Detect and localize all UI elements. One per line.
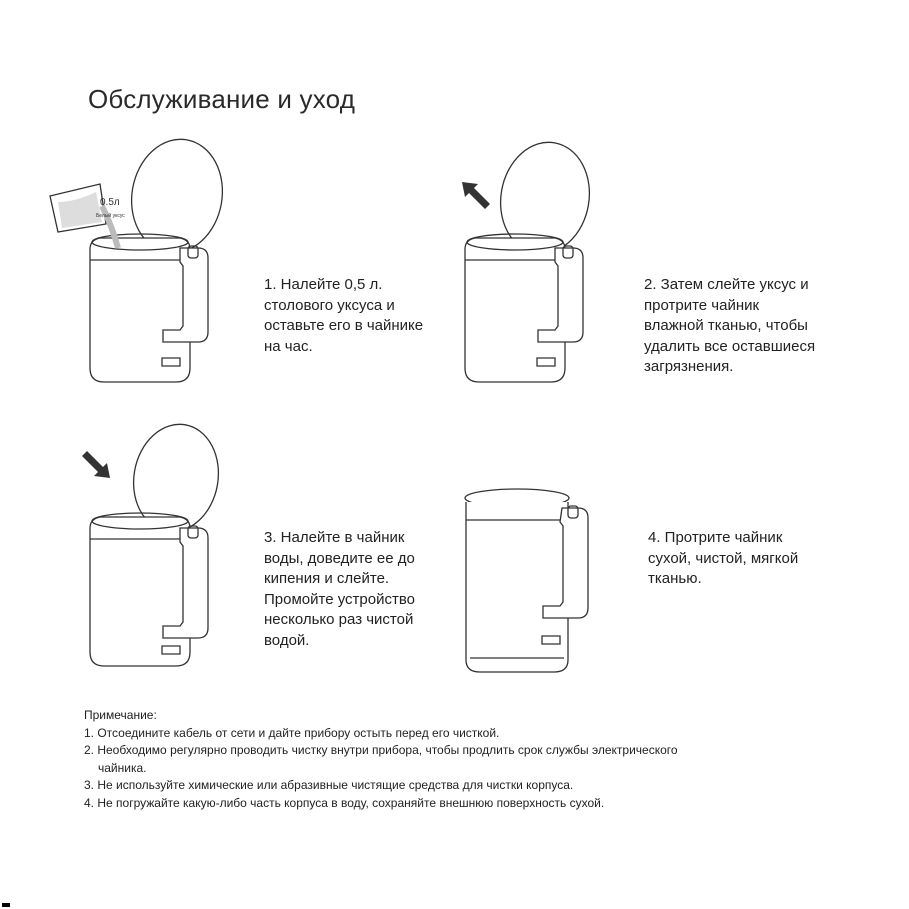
notes-heading: Примечание: [84, 708, 157, 722]
page-corner-mark [2, 903, 10, 907]
cup-volume-label: 0.5л [100, 197, 120, 208]
kettle-rinse-illustration [60, 420, 250, 680]
step-3-text: 3. Налейте в чайник воды, доведите ее до кипения и слейте. Промойте устройство несколько раз чистой водой. [264, 529, 415, 649]
step-2-text: 2. Затем слейте уксус и протрите чайник влажной тканью, чтобы удалить все оставшиеся загрязнения. [644, 276, 816, 375]
notes-section [84, 707, 844, 812]
arrow-down-right-icon [82, 451, 110, 478]
note-item: 4. Не погружайте какую-либо часть корпуса в воду, сохраняйте внешнюю поверхность сухой. [84, 795, 605, 810]
page-title: Обслуживание и уход [88, 84, 356, 114]
note-item: 1. Отсоедините кабель от сети и дайте прибору остыть перед его чисткой. [84, 725, 500, 740]
kettle-pour-vinegar-illustration [40, 136, 230, 396]
step-1-text: 1. Налейте 0,5 л. столового уксуса и оставьте его в чайнике на час. [264, 276, 424, 355]
note-item-continuation: чайника. [98, 760, 147, 775]
cup-liquid-label: Белый уксус [96, 213, 125, 219]
step-4-text: 4. Протрите чайник сухой, чистой, мягкой тканью. [648, 529, 799, 587]
note-item: 3. Не используйте химические или абразивные чистящие средства для чистки корпуса. [84, 778, 574, 792]
kettle-wipe-illustration [450, 480, 600, 680]
kettle-drain-illustration [430, 136, 620, 396]
arrow-up-left-icon [462, 182, 490, 209]
note-item: 2. Необходимо регулярно проводить чистку внутри прибора, чтобы продлить срок службы электрического [84, 743, 678, 757]
